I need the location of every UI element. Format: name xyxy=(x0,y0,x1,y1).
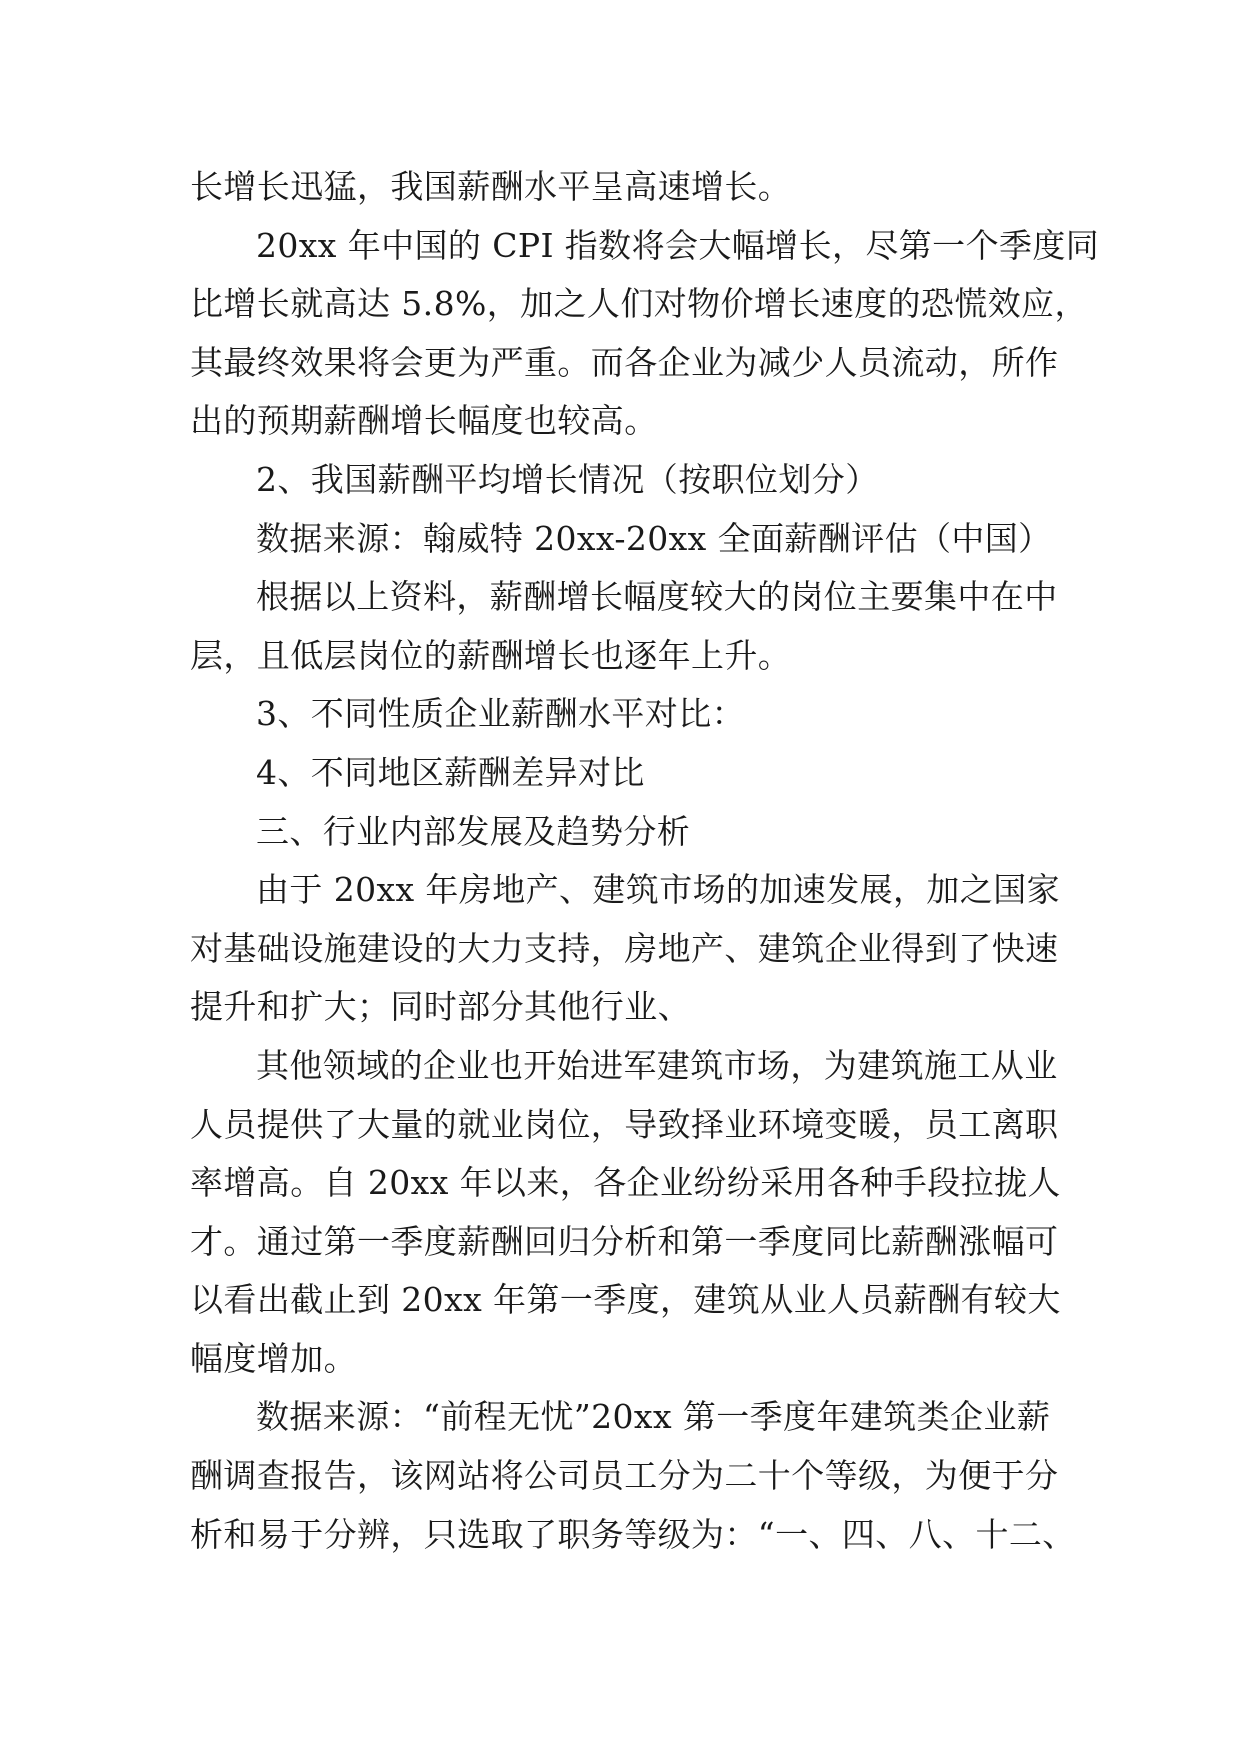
text-line: 其最终效果将会更为严重。而各企业为减少人员流动，所作 xyxy=(190,342,1059,382)
section-heading: 4、不同地区薪酬差异对比 xyxy=(256,752,645,792)
section-heading: 2、我国薪酬平均增长情况（按职位划分） xyxy=(256,459,879,499)
data-source-note: 数据来源：翰威特 20xx-20xx 全面薪酬评估（中国） xyxy=(256,518,1052,558)
chapter-heading: 三、行业内部发展及趋势分析 xyxy=(256,811,691,851)
text-line: 对基础设施建设的大力支持，房地产、建筑企业得到了快速 xyxy=(190,928,1059,968)
document-body xyxy=(190,158,1100,1564)
paragraph-first-line: 由于 20xx 年房地产、建筑市场的加速发展，加之国家 xyxy=(256,870,1060,910)
text-line: 酬调查报告，该网站将公司员工分为二十个等级，为便于分 xyxy=(190,1456,1059,1496)
text-line: 析和易于分辨，只选取了职务等级为：“一、四、八、十二、 xyxy=(190,1514,1076,1554)
text-line: 出的预期薪酬增长幅度也较高。 xyxy=(190,401,658,441)
text-line: 比增长就高达 5.8%，加之人们对物价增长速度的恐慌效应， xyxy=(190,284,1088,324)
text-line: 长增长迅猛，我国薪酬水平呈高速增长。 xyxy=(190,167,792,206)
paragraph-first-line: 根据以上资料，薪酬增长幅度较大的岗位主要集中在中 xyxy=(256,577,1058,617)
data-source-note: 数据来源：“前程无忧”20xx 第一季度年建筑类企业薪 xyxy=(256,1397,1051,1437)
text-line: 才。通过第一季度薪酬回归分析和第一季度同比薪酬涨幅可 xyxy=(190,1221,1059,1261)
section-heading: 3、不同性质企业薪酬水平对比： xyxy=(256,694,745,734)
paragraph-first-line: 其他领域的企业也开始进军建筑市场，为建筑施工从业 xyxy=(256,1045,1058,1085)
text-line: 层，且低层岗位的薪酬增长也逐年上升。 xyxy=(190,635,792,675)
text-line: 率增高。自 20xx 年以来，各企业纷纷采用各种手段拉拢人 xyxy=(190,1163,1061,1203)
text-line: 以看出截止到 20xx 年第一季度，建筑从业人员薪酬有较大 xyxy=(190,1280,1061,1320)
text-line: 幅度增加。 xyxy=(190,1338,357,1378)
text-line: 提升和扩大；同时部分其他行业、 xyxy=(190,987,691,1027)
paragraph-first-line: 20xx 年中国的 CPI 指数将会大幅增长，尽第一个季度同 xyxy=(256,225,1100,265)
text-line: 人员提供了大量的就业岗位，导致择业环境变暖，员工离职 xyxy=(190,1104,1059,1144)
